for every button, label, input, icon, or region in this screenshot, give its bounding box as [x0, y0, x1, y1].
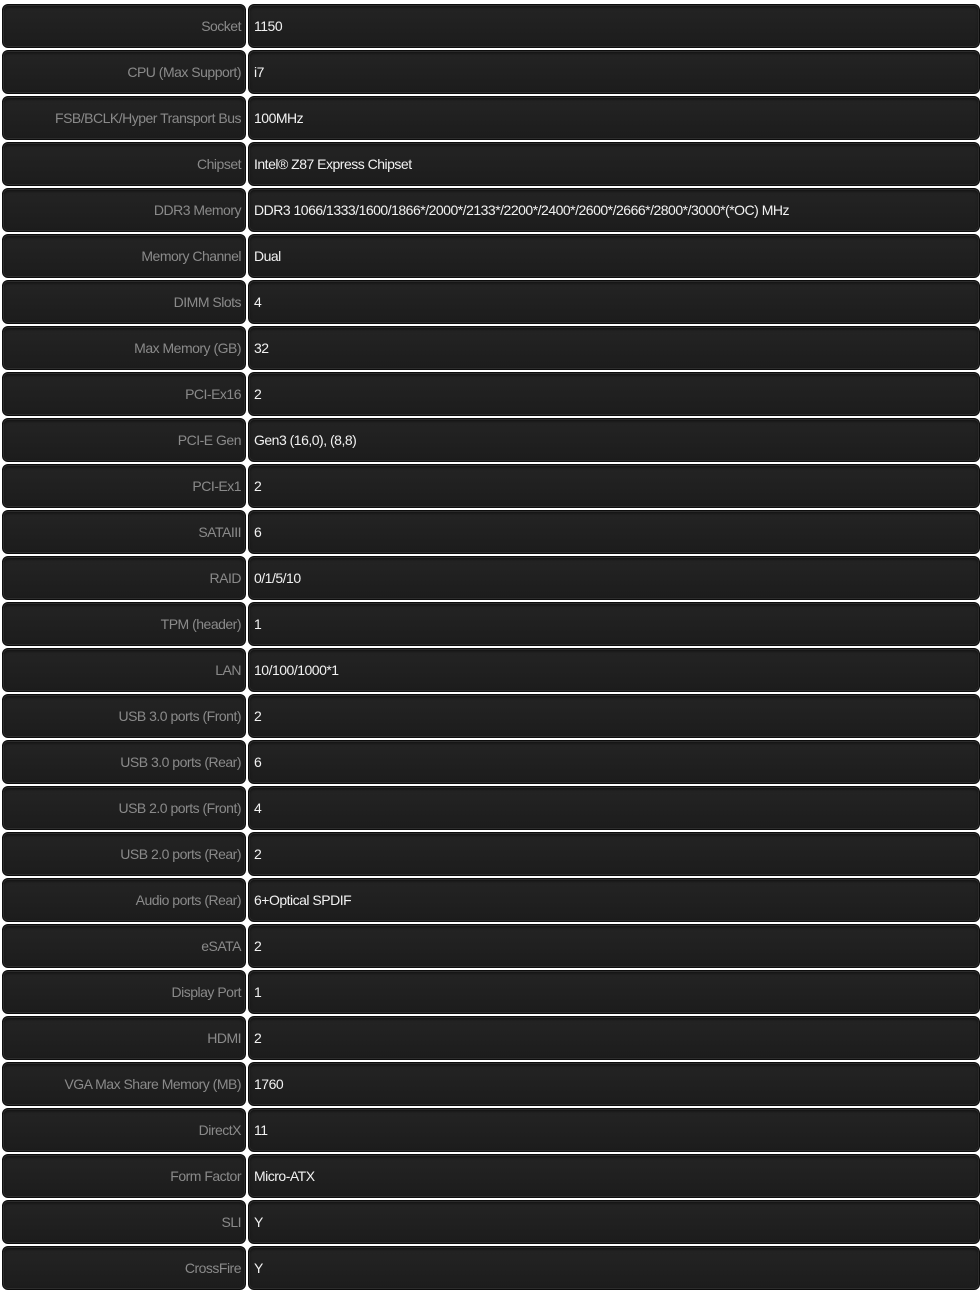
- spec-value: 1760: [248, 1062, 980, 1106]
- spec-label: USB 2.0 ports (Front): [2, 786, 246, 830]
- spec-row-usb2-front: [0, 784, 980, 830]
- spec-label: TPM (header): [2, 602, 246, 646]
- spec-value: 2: [248, 372, 980, 416]
- spec-row-dimm-slots: [0, 278, 980, 324]
- spec-label: PCI-Ex1: [2, 464, 246, 508]
- spec-row-fsb: [0, 94, 980, 140]
- spec-label: USB 3.0 ports (Rear): [2, 740, 246, 784]
- spec-value: i7: [248, 50, 980, 94]
- spec-row-usb2-rear: [0, 830, 980, 876]
- spec-row-esata: [0, 922, 980, 968]
- spec-label: Socket: [2, 4, 246, 48]
- spec-row-hdmi: [0, 1014, 980, 1060]
- spec-value: 2: [248, 924, 980, 968]
- spec-row-sataiii: [0, 508, 980, 554]
- spec-row-pci-e-gen: [0, 416, 980, 462]
- spec-label: RAID: [2, 556, 246, 600]
- spec-row-chipset: [0, 140, 980, 186]
- spec-value: 1: [248, 970, 980, 1014]
- spec-label: DIMM Slots: [2, 280, 246, 324]
- spec-label: CPU (Max Support): [2, 50, 246, 94]
- spec-label: eSATA: [2, 924, 246, 968]
- spec-label: HDMI: [2, 1016, 246, 1060]
- spec-label: Max Memory (GB): [2, 326, 246, 370]
- spec-row-crossfire: [0, 1244, 980, 1290]
- spec-label: PCI-Ex16: [2, 372, 246, 416]
- spec-row-usb3-rear: [0, 738, 980, 784]
- spec-label: DDR3 Memory: [2, 188, 246, 232]
- spec-label: SLI: [2, 1200, 246, 1244]
- spec-value: Y: [248, 1246, 980, 1290]
- spec-value: 11: [248, 1108, 980, 1152]
- spec-label: SATAIII: [2, 510, 246, 554]
- spec-row-pci-ex1: [0, 462, 980, 508]
- spec-row-sli: [0, 1198, 980, 1244]
- spec-row-pci-ex16: [0, 370, 980, 416]
- spec-label: Display Port: [2, 970, 246, 1014]
- spec-label: Chipset: [2, 142, 246, 186]
- spec-label: VGA Max Share Memory (MB): [2, 1062, 246, 1106]
- spec-label: Form Factor: [2, 1154, 246, 1198]
- spec-value: Intel® Z87 Express Chipset: [248, 142, 980, 186]
- spec-value: 6: [248, 510, 980, 554]
- spec-row-max-memory: [0, 324, 980, 370]
- spec-value: 32: [248, 326, 980, 370]
- spec-row-vga-max-share-memory: [0, 1060, 980, 1106]
- spec-value: 100MHz: [248, 96, 980, 140]
- spec-row-lan: [0, 646, 980, 692]
- spec-value: 0/1/5/10: [248, 556, 980, 600]
- spec-value: 1150: [248, 4, 980, 48]
- spec-row-cpu: [0, 48, 980, 94]
- spec-value: Y: [248, 1200, 980, 1244]
- spec-row-directx: [0, 1106, 980, 1152]
- spec-value: Gen3 (16,0), (8,8): [248, 418, 980, 462]
- spec-row-audio-ports: [0, 876, 980, 922]
- spec-label: CrossFire: [2, 1246, 246, 1290]
- spec-row-memory-channel: [0, 232, 980, 278]
- spec-row-form-factor: [0, 1152, 980, 1198]
- spec-label: FSB/BCLK/Hyper Transport Bus: [2, 96, 246, 140]
- spec-value: 4: [248, 280, 980, 324]
- spec-value: 6+Optical SPDIF: [248, 878, 980, 922]
- spec-value: 4: [248, 786, 980, 830]
- spec-value: 2: [248, 694, 980, 738]
- spec-value: 2: [248, 832, 980, 876]
- spec-label: Audio ports (Rear): [2, 878, 246, 922]
- spec-label: Memory Channel: [2, 234, 246, 278]
- spec-row-ddr3-memory: [0, 186, 980, 232]
- spec-label: LAN: [2, 648, 246, 692]
- spec-value: DDR3 1066/1333/1600/1866*/2000*/2133*/2200*/2400*/2600*/2666*/2800*/3000*(*OC) MHz: [248, 188, 980, 232]
- spec-row-display-port: [0, 968, 980, 1014]
- spec-label: DirectX: [2, 1108, 246, 1152]
- spec-value: Dual: [248, 234, 980, 278]
- spec-value: Micro-ATX: [248, 1154, 980, 1198]
- spec-row-usb3-front: [0, 692, 980, 738]
- spec-value: 2: [248, 464, 980, 508]
- spec-value: 10/100/1000*1: [248, 648, 980, 692]
- spec-value: 6: [248, 740, 980, 784]
- spec-label: USB 2.0 ports (Rear): [2, 832, 246, 876]
- spec-row-raid: [0, 554, 980, 600]
- spec-value: 1: [248, 602, 980, 646]
- spec-label: PCI-E Gen: [2, 418, 246, 462]
- spec-value: 2: [248, 1016, 980, 1060]
- spec-label: USB 3.0 ports (Front): [2, 694, 246, 738]
- spec-row-socket: [0, 2, 980, 48]
- spec-row-tpm: [0, 600, 980, 646]
